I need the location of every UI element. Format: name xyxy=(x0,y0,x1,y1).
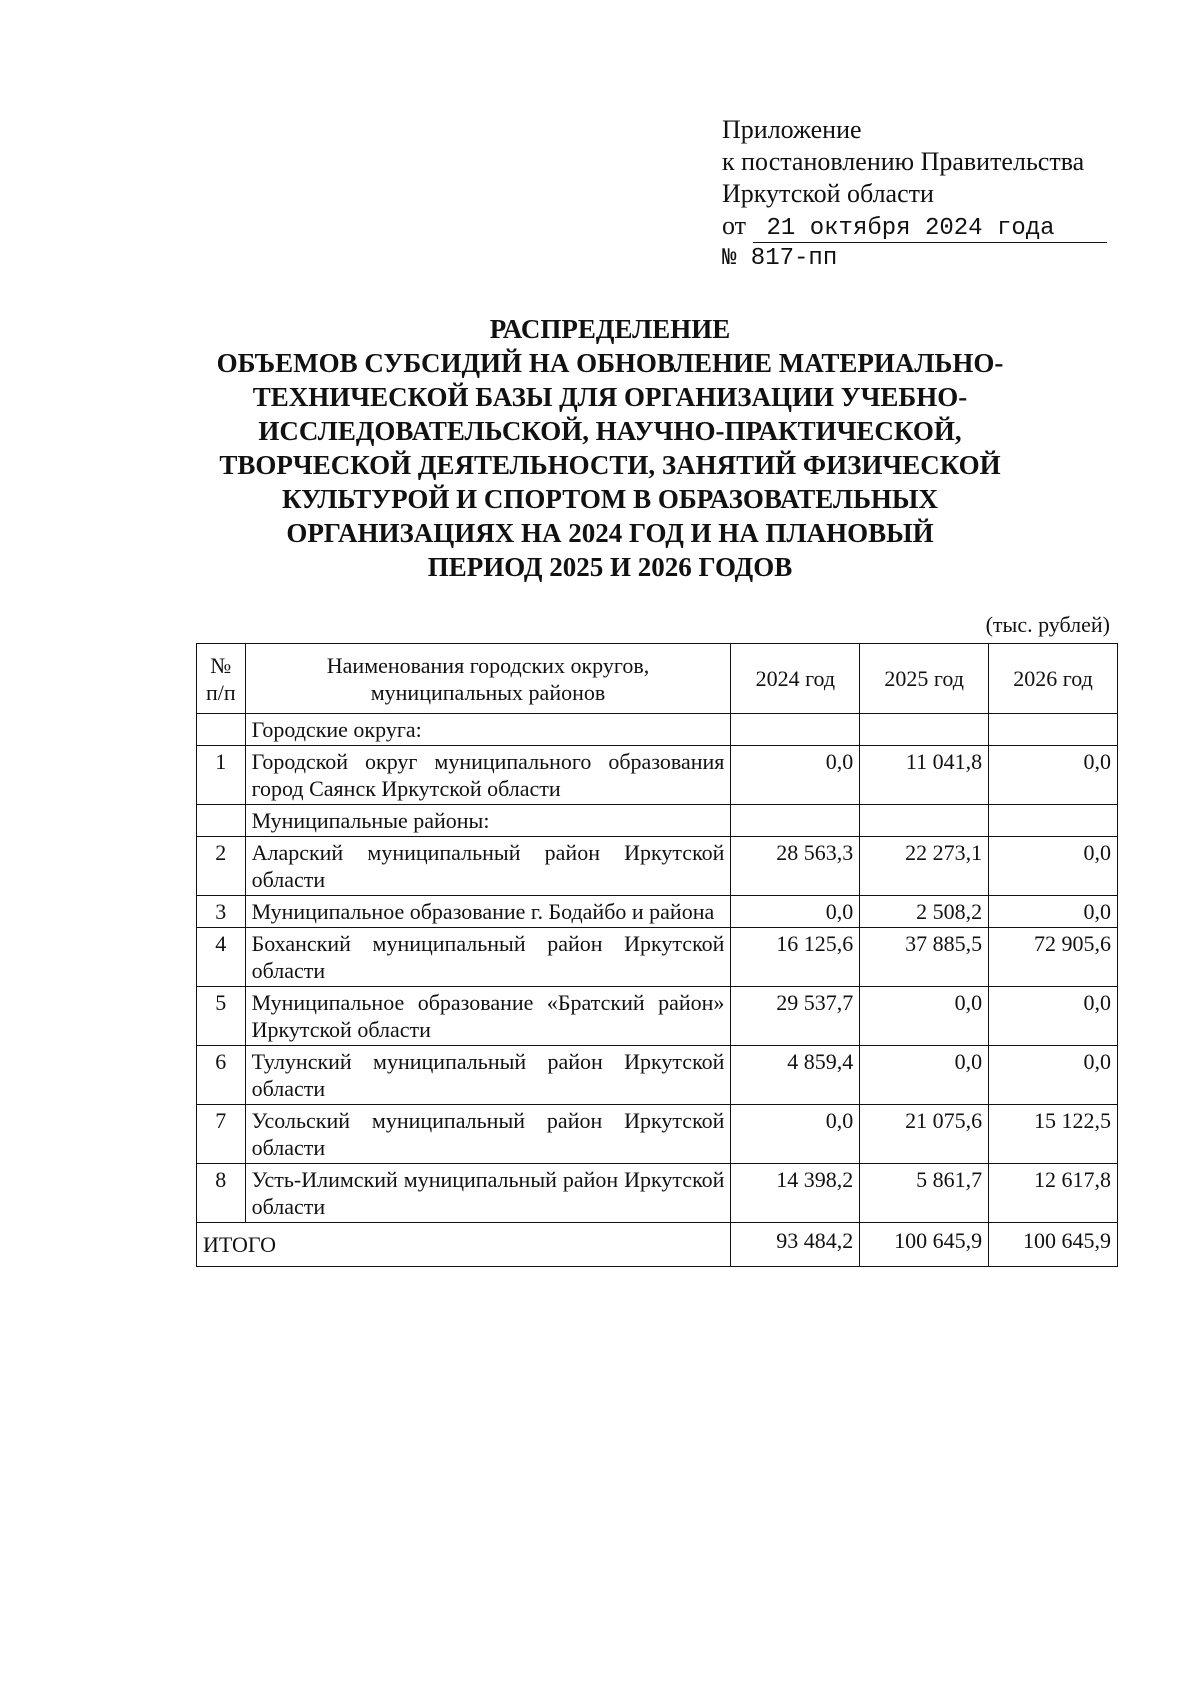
cell-2025: 5 861,7 xyxy=(860,1164,989,1223)
row-number: 3 xyxy=(197,896,246,928)
cell-2026: 0,0 xyxy=(989,837,1118,896)
title-line-6: КУЛЬТУРОЙ И СПОРТОМ В ОБРАЗОВАТЕЛЬНЫХ xyxy=(282,484,938,514)
cell-2026: 0,0 xyxy=(989,746,1118,805)
cell-2024: 0,0 xyxy=(731,896,860,928)
row-name: Муниципальное образование «Братский район» Иркутской области xyxy=(245,987,731,1046)
units-note: (тыс. рублей) xyxy=(985,612,1110,637)
row-name: Тулунский муниципальный район Иркутской области xyxy=(245,1046,731,1105)
cell-2024: 16 125,6 xyxy=(731,928,860,987)
cell-2026: 0,0 xyxy=(989,896,1118,928)
row-name: Боханский муниципальный район Иркутской области xyxy=(245,928,731,987)
appendix-title: Приложение xyxy=(722,115,862,144)
header-name xyxy=(245,644,731,714)
cell-2024 xyxy=(731,714,860,746)
total-2025: 100 645,9 xyxy=(860,1223,989,1267)
row-number xyxy=(197,714,246,746)
title-line-5: ТВОРЧЕСКОЙ ДЕЯТЕЛЬНОСТИ, ЗАНЯТИЙ ФИЗИЧЕСКОЙ xyxy=(219,450,1001,480)
cell-2024: 29 537,7 xyxy=(731,987,860,1046)
cell-2026 xyxy=(989,714,1118,746)
cell-2025: 22 273,1 xyxy=(860,837,989,896)
title-line-2: ОБЪЕМОВ СУБСИДИЙ НА ОБНОВЛЕНИЕ МАТЕРИАЛЬНО- xyxy=(216,348,1004,378)
total-label: ИТОГО xyxy=(197,1223,731,1267)
appendix-date-line xyxy=(722,210,1107,243)
appendix-number: № 817-пп xyxy=(722,245,838,272)
table-row xyxy=(197,928,1118,987)
header-2026: 2026 год xyxy=(989,644,1118,714)
cell-2026: 15 122,5 xyxy=(989,1105,1118,1164)
row-number: 8 xyxy=(197,1164,246,1223)
appendix-region: Иркутской области xyxy=(722,179,934,208)
row-number: 6 xyxy=(197,1046,246,1105)
cell-2025: 11 041,8 xyxy=(860,746,989,805)
row-name: Городской округ муниципального образования город Саянск Иркутской области xyxy=(245,746,731,805)
cell-2025: 0,0 xyxy=(860,987,989,1046)
cell-2026: 0,0 xyxy=(989,987,1118,1046)
table-row xyxy=(197,746,1118,805)
table-row xyxy=(197,987,1118,1046)
cell-2025: 21 075,6 xyxy=(860,1105,989,1164)
header-name-line-2: муниципальных районов xyxy=(370,679,606,705)
table-row xyxy=(197,1046,1118,1105)
cell-2026: 72 905,6 xyxy=(989,928,1118,987)
total-2026: 100 645,9 xyxy=(989,1223,1118,1267)
title-line-4: ИССЛЕДОВАТЕЛЬСКОЙ, НАУЧНО-ПРАКТИЧЕСКОЙ, xyxy=(258,416,962,446)
cell-2025 xyxy=(860,805,989,837)
cell-2025: 0,0 xyxy=(860,1046,989,1105)
cell-2024: 14 398,2 xyxy=(731,1164,860,1223)
document-title xyxy=(160,312,1060,584)
total-2024: 93 484,2 xyxy=(731,1223,860,1267)
subsidy-table xyxy=(196,643,1118,1267)
header-name-line-1: Наименования городских округов, xyxy=(326,652,650,678)
cell-2025: 37 885,5 xyxy=(860,928,989,987)
table-row xyxy=(197,1164,1118,1223)
appendix-date-prefix: от xyxy=(722,211,747,240)
table-group-row xyxy=(197,805,1118,837)
row-number: 7 xyxy=(197,1105,246,1164)
cell-2025: 2 508,2 xyxy=(860,896,989,928)
appendix-block xyxy=(722,114,1107,275)
appendix-resolution-ref: к постановлению Правительства xyxy=(722,147,1085,176)
group-label: Муниципальные районы: xyxy=(245,805,731,837)
row-number: 4 xyxy=(197,928,246,987)
header-number-label: п/п xyxy=(205,679,236,705)
cell-2026 xyxy=(989,805,1118,837)
table-row xyxy=(197,896,1118,928)
table-row xyxy=(197,1105,1118,1164)
table-body xyxy=(197,714,1118,1223)
row-name: Усольский муниципальный район Иркутской области xyxy=(245,1105,731,1164)
cell-2024: 0,0 xyxy=(731,746,860,805)
cell-2024 xyxy=(731,805,860,837)
row-number: 5 xyxy=(197,987,246,1046)
title-line-3: ТЕХНИЧЕСКОЙ БАЗЫ ДЛЯ ОРГАНИЗАЦИИ УЧЕБНО- xyxy=(252,382,968,412)
header-2024: 2024 год xyxy=(731,644,860,714)
cell-2026: 12 617,8 xyxy=(989,1164,1118,1223)
cell-2025 xyxy=(860,714,989,746)
row-number: 1 xyxy=(197,746,246,805)
cell-2024: 28 563,3 xyxy=(731,837,860,896)
group-label: Городские округа: xyxy=(245,714,731,746)
row-name: Усть-Илимский муниципальный район Иркутской области xyxy=(245,1164,731,1223)
total-row xyxy=(197,1223,1118,1267)
title-line-1: РАСПРЕДЕЛЕНИЕ xyxy=(489,314,731,344)
table-header-row xyxy=(197,644,1118,714)
title-line-7: ОРГАНИЗАЦИЯХ НА 2024 ГОД И НА ПЛАНОВЫЙ xyxy=(286,518,934,548)
row-number xyxy=(197,805,246,837)
title-line-8: ПЕРИОД 2025 И 2026 ГОДОВ xyxy=(427,552,793,582)
header-number-sign: № xyxy=(210,652,232,678)
header-2025: 2025 год xyxy=(860,644,989,714)
appendix-date: 21 октября 2024 года xyxy=(753,216,1107,243)
table-row xyxy=(197,837,1118,896)
cell-2026: 0,0 xyxy=(989,1046,1118,1105)
cell-2024: 4 859,4 xyxy=(731,1046,860,1105)
table-group-row xyxy=(197,714,1118,746)
cell-2024: 0,0 xyxy=(731,1105,860,1164)
row-name: Аларский муниципальный район Иркутской области xyxy=(245,837,731,896)
header-number xyxy=(197,644,246,714)
row-number: 2 xyxy=(197,837,246,896)
row-name: Муниципальное образование г. Бодайбо и района xyxy=(245,896,731,928)
